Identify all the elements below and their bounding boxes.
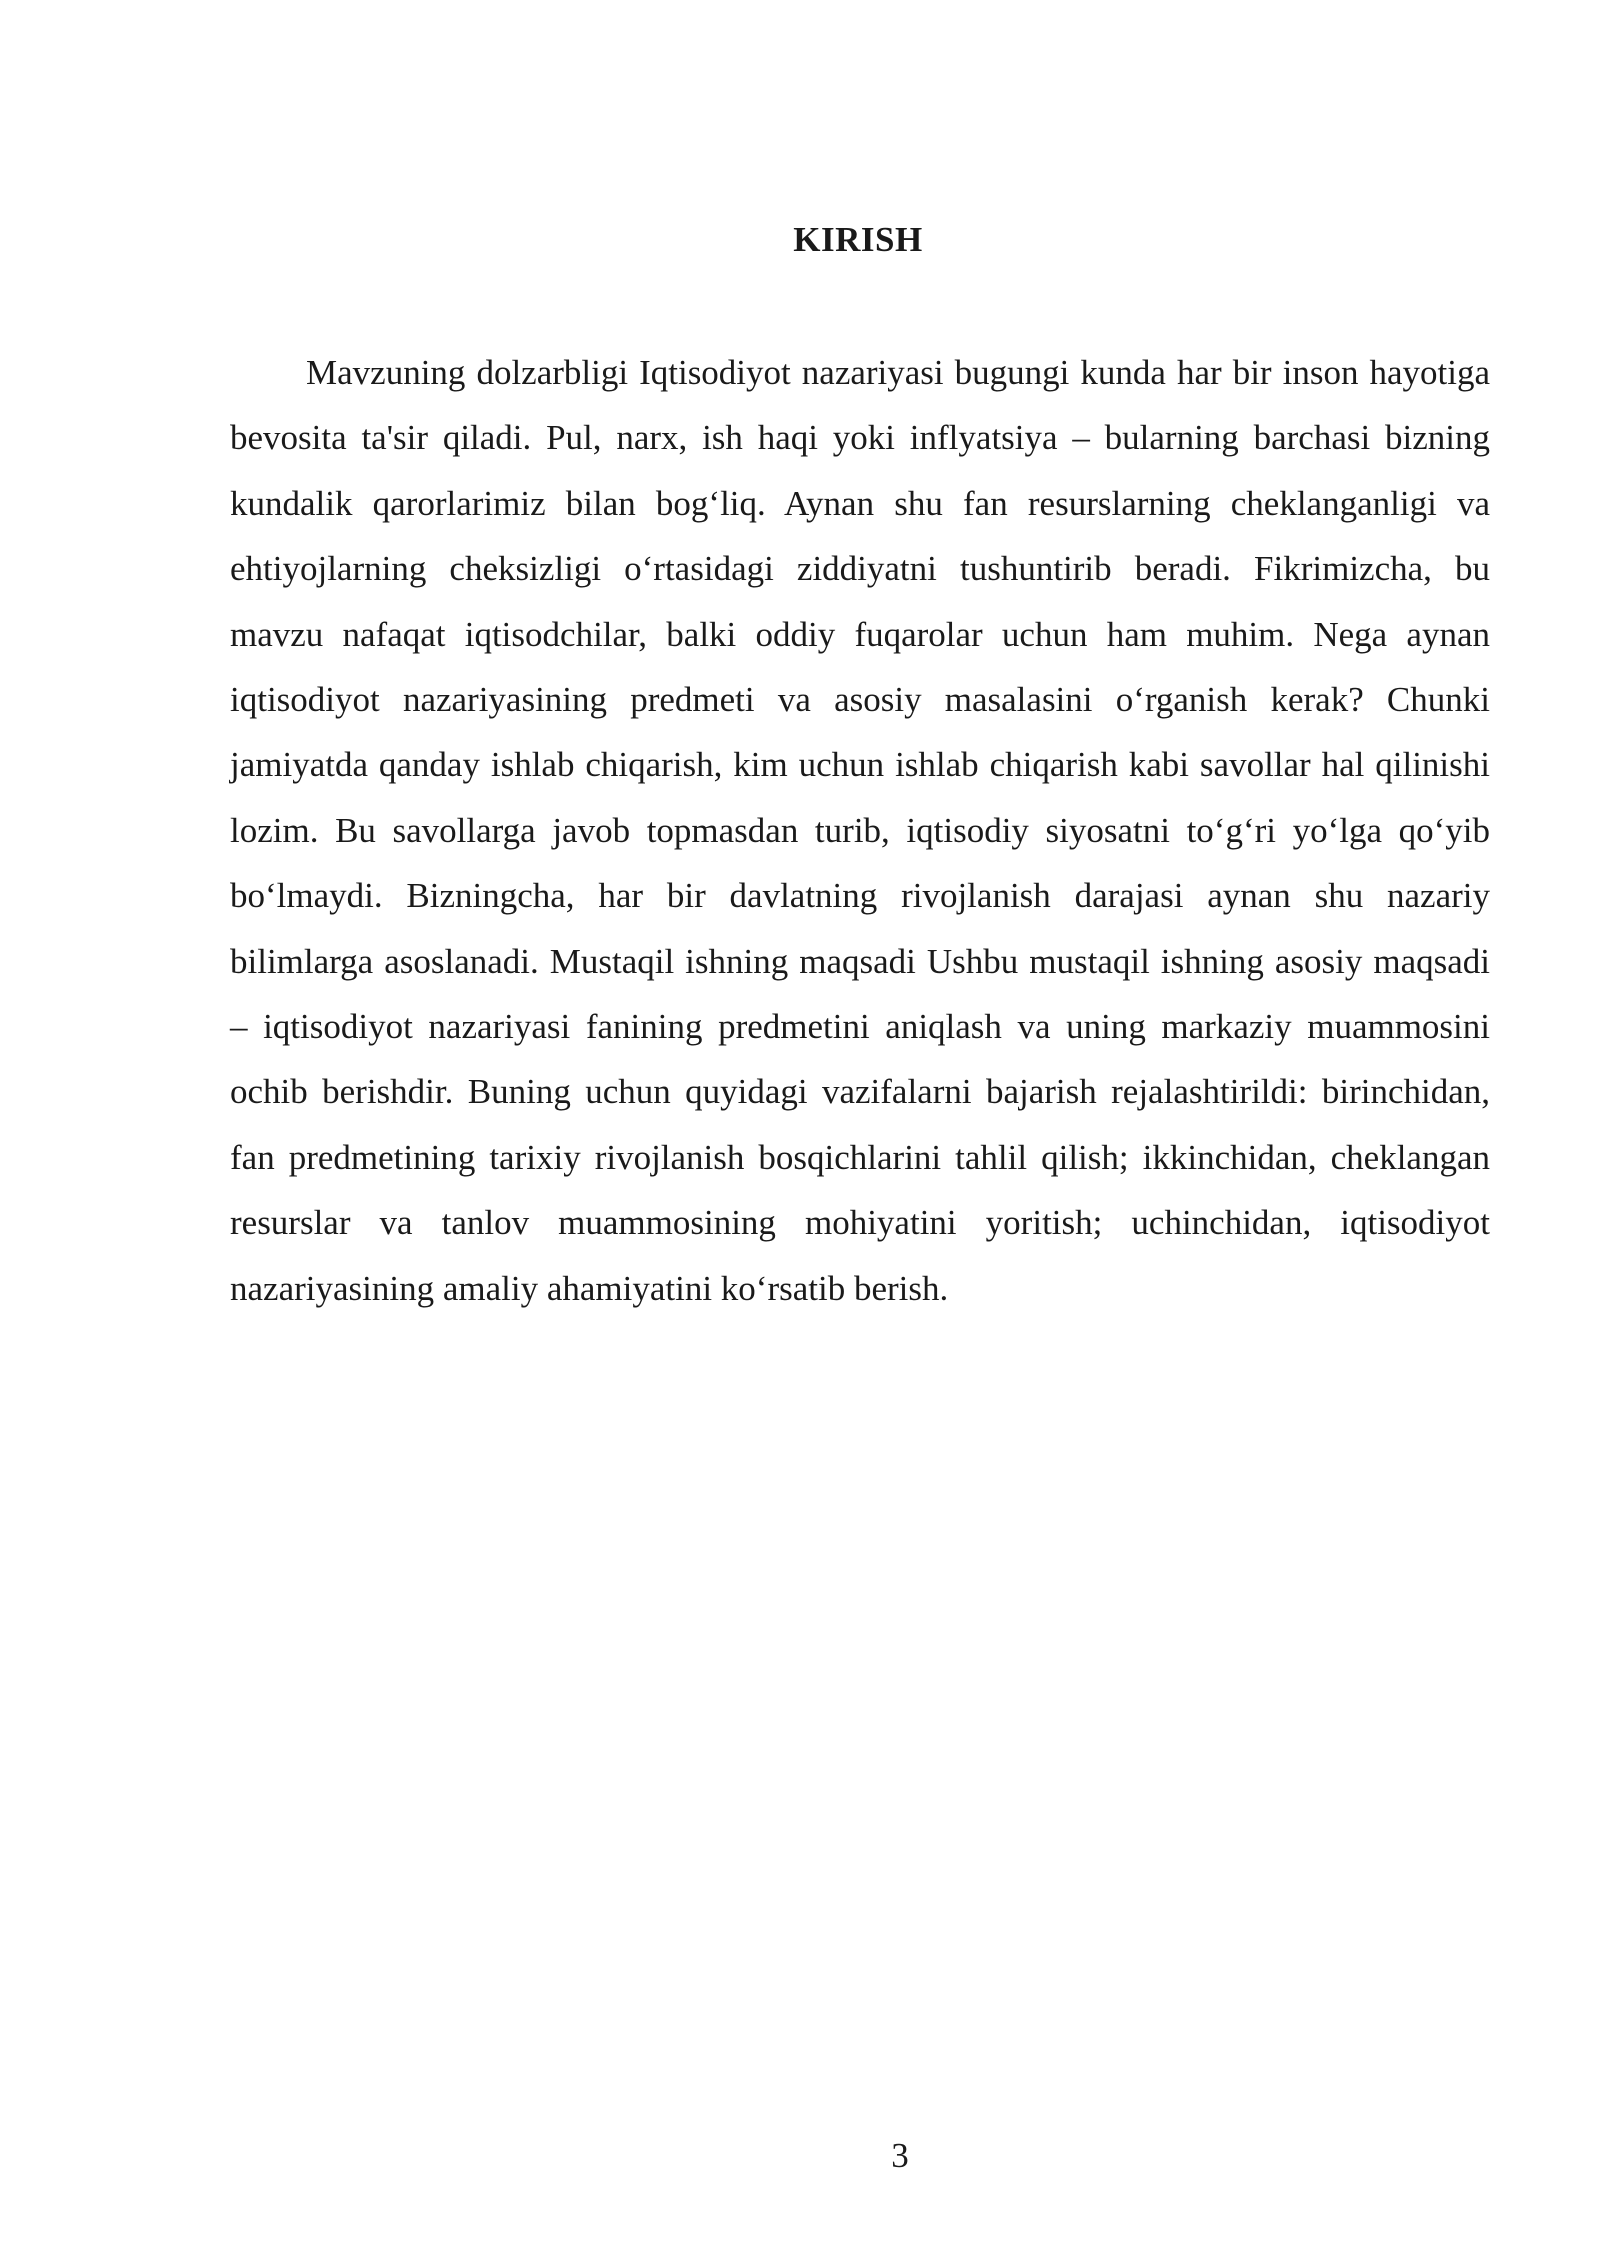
section-title: KIRISH: [793, 220, 923, 259]
intro-paragraph: Mavzuning dolzarbligi Iqtisodiyot nazariyasi bugungi kunda har bir inson hayotiga bevosita ta'sir qiladi. Pul, narx, ish haqi yoki inflyatsiya – bularning barchasi bizning kundalik qarorlarimiz bilan bog‘liq. Aynan shu fan resurslarning cheklanganligi va ehtiyojlarning cheksizligi o‘rtasidagi ziddiyatni tushuntirib beradi. Fikrimizcha, bu mavzu nafaqat iqtisodchilar, balki oddiy fuqarolar uchun ham muhim. Nega aynan iqtisodiyot nazariyasining predmeti va asosiy masalasini o‘rganish kerak? Chunki jamiyatda qanday ishlab chiqarish, kim uchun ishlab chiqarish kabi savollar hal qilinishi lozim. Bu savollarga javob topmasdan turib, iqtisodiy siyosatni to‘g‘ri yo‘lga qo‘yib bo‘lmaydi. Bizningcha, har bir davlatning rivojlanish darajasi aynan shu nazariy bilimlarga asoslanadi. Mustaqil ishning maqsadi Ushbu mustaqil ishning asosiy maqsadi – iqtisodiyot nazariyasi fanining predmetini aniqlash va uning markaziy muammosini ochib berishdir. Buning uchun quyidagi vazifalarni bajarish rejalashtirildi: birinchidan, fan predmetining tarixiy rivojlanish bosqichlarini tahlil qilish; ikkinchidan, cheklangan resurslar va tanlov muammosining mohiyatini yoritish; uchinchidan, iqtisodiyot nazariyasining amaliy ahamiyatini ko‘rsatib berish.: [230, 353, 1490, 1308]
page-number: 3: [891, 2136, 909, 2175]
